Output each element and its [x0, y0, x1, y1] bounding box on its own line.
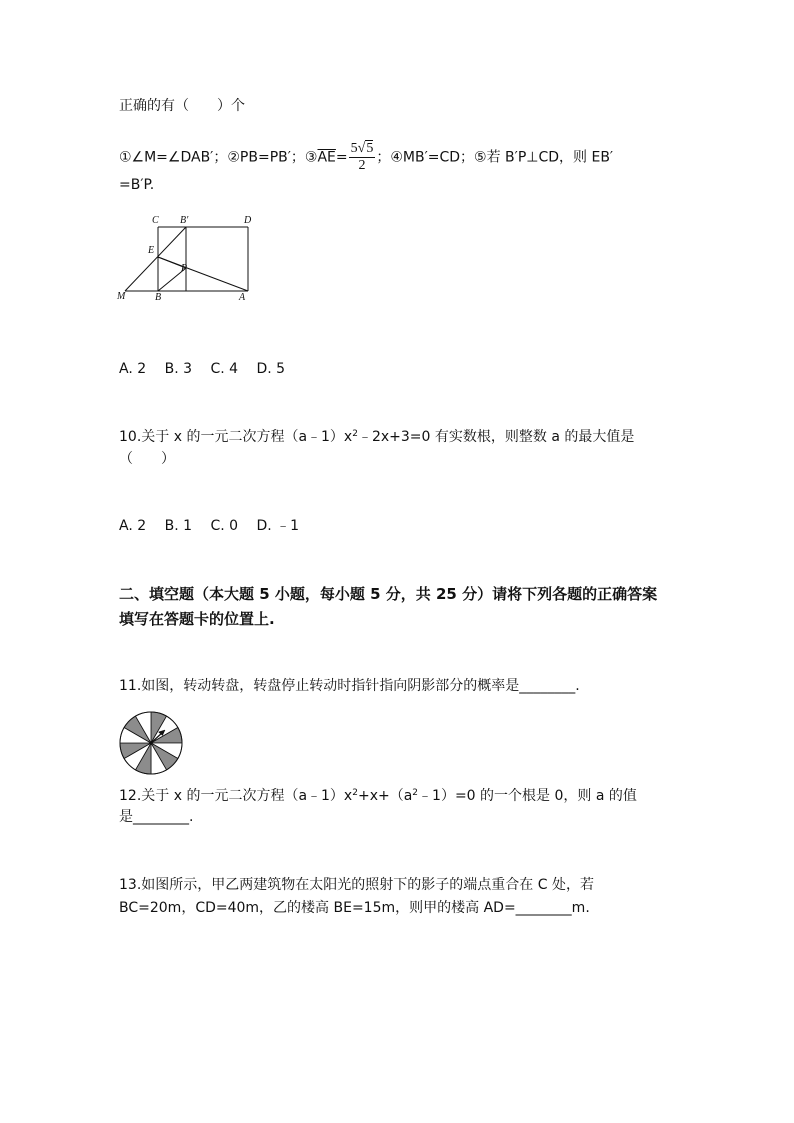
q13-line2: BC=20m，CD=40m，乙的楼高 BE=15m，则甲的楼高 AD=________m. — [119, 900, 590, 916]
statement-5: ⑤若 B′P⊥CD，则 EB′ — [474, 149, 614, 166]
q12-exponent-2: 2 — [412, 788, 419, 798]
label-b-prime: B′ — [180, 215, 189, 226]
q12-text-a: 12.关于 x 的一元二次方程（a﹣1）x — [119, 788, 353, 804]
q12-text-c: ﹣1）=0 的一个根是 0，则 a 的值 — [418, 788, 637, 804]
segment-m-bprime — [125, 227, 186, 291]
q11-text: 11.如图，转动转盘，转盘停止转动时指针指向阴影部分的概率是________. — [119, 678, 580, 694]
q10-options: A. 2 B. 1 C. 0 D. ﹣1 — [119, 518, 300, 534]
numerator-radicand: 5 — [366, 141, 374, 156]
q10-text-a: 10.关于 x 的一元二次方程（a﹣1）x — [119, 429, 353, 445]
statement-3-sep: ； — [376, 149, 391, 166]
label-p: P — [181, 263, 188, 274]
section2-heading-line2: 填写在答题卡的位置上. — [119, 610, 275, 628]
q9-statement-5-continued: =B′P. — [119, 177, 155, 193]
fraction-denominator: 2 — [358, 158, 366, 173]
label-a: A — [239, 292, 246, 303]
q10-exponent: 2 — [352, 429, 358, 439]
statement-3-eq: = — [335, 149, 348, 166]
numerator-coef: 5 — [350, 141, 358, 156]
q11-spinner — [118, 710, 184, 776]
q10-line2: （ ） — [119, 451, 175, 467]
q12-text-b: +x+（a — [357, 788, 413, 804]
q13-line1: 13.如图所示，甲乙两建筑物在太阳光的照射下的影子的端点重合在 C 处，若 — [119, 877, 594, 893]
label-c: C — [152, 215, 159, 226]
label-m: M — [117, 291, 126, 302]
label-e: E — [148, 245, 155, 256]
q12-line1 — [119, 787, 637, 805]
q10-line1 — [119, 428, 634, 446]
statement-1: ①∠M=∠DAB′； — [119, 149, 228, 166]
statement-4: ④MB′=CD； — [390, 149, 475, 166]
statement-3-prefix: ③ — [304, 149, 318, 166]
fraction — [349, 141, 376, 174]
q12-line2: 是________. — [119, 809, 194, 825]
section2-heading-line1: 二、填空题（本大题 5 小题，每小题 5 分，共 25 分）请将下列各题的正确答案 — [119, 585, 658, 603]
q9-geometry-figure — [112, 210, 272, 306]
fraction-numerator: 5√5 — [350, 141, 374, 156]
q12-exponent-1: 2 — [352, 788, 358, 798]
q9-intro — [119, 97, 245, 115]
q9-options: A. 2 B. 3 C. 4 D. 5 — [119, 361, 286, 377]
q10-text-b: ﹣2x+3=0 有实数根，则整数 a 的最大值是 — [357, 429, 635, 445]
q9-statements — [119, 141, 613, 174]
q9-intro-tail: （ ）个 — [175, 98, 245, 114]
statement-3-lhs: $\overline{AE}$ — [317, 149, 336, 166]
statement-2: ②PB=PB′； — [227, 149, 305, 166]
label-d: D — [244, 215, 252, 226]
label-b: B — [155, 292, 162, 303]
q9-intro-text: 正确的有 — [119, 98, 175, 114]
